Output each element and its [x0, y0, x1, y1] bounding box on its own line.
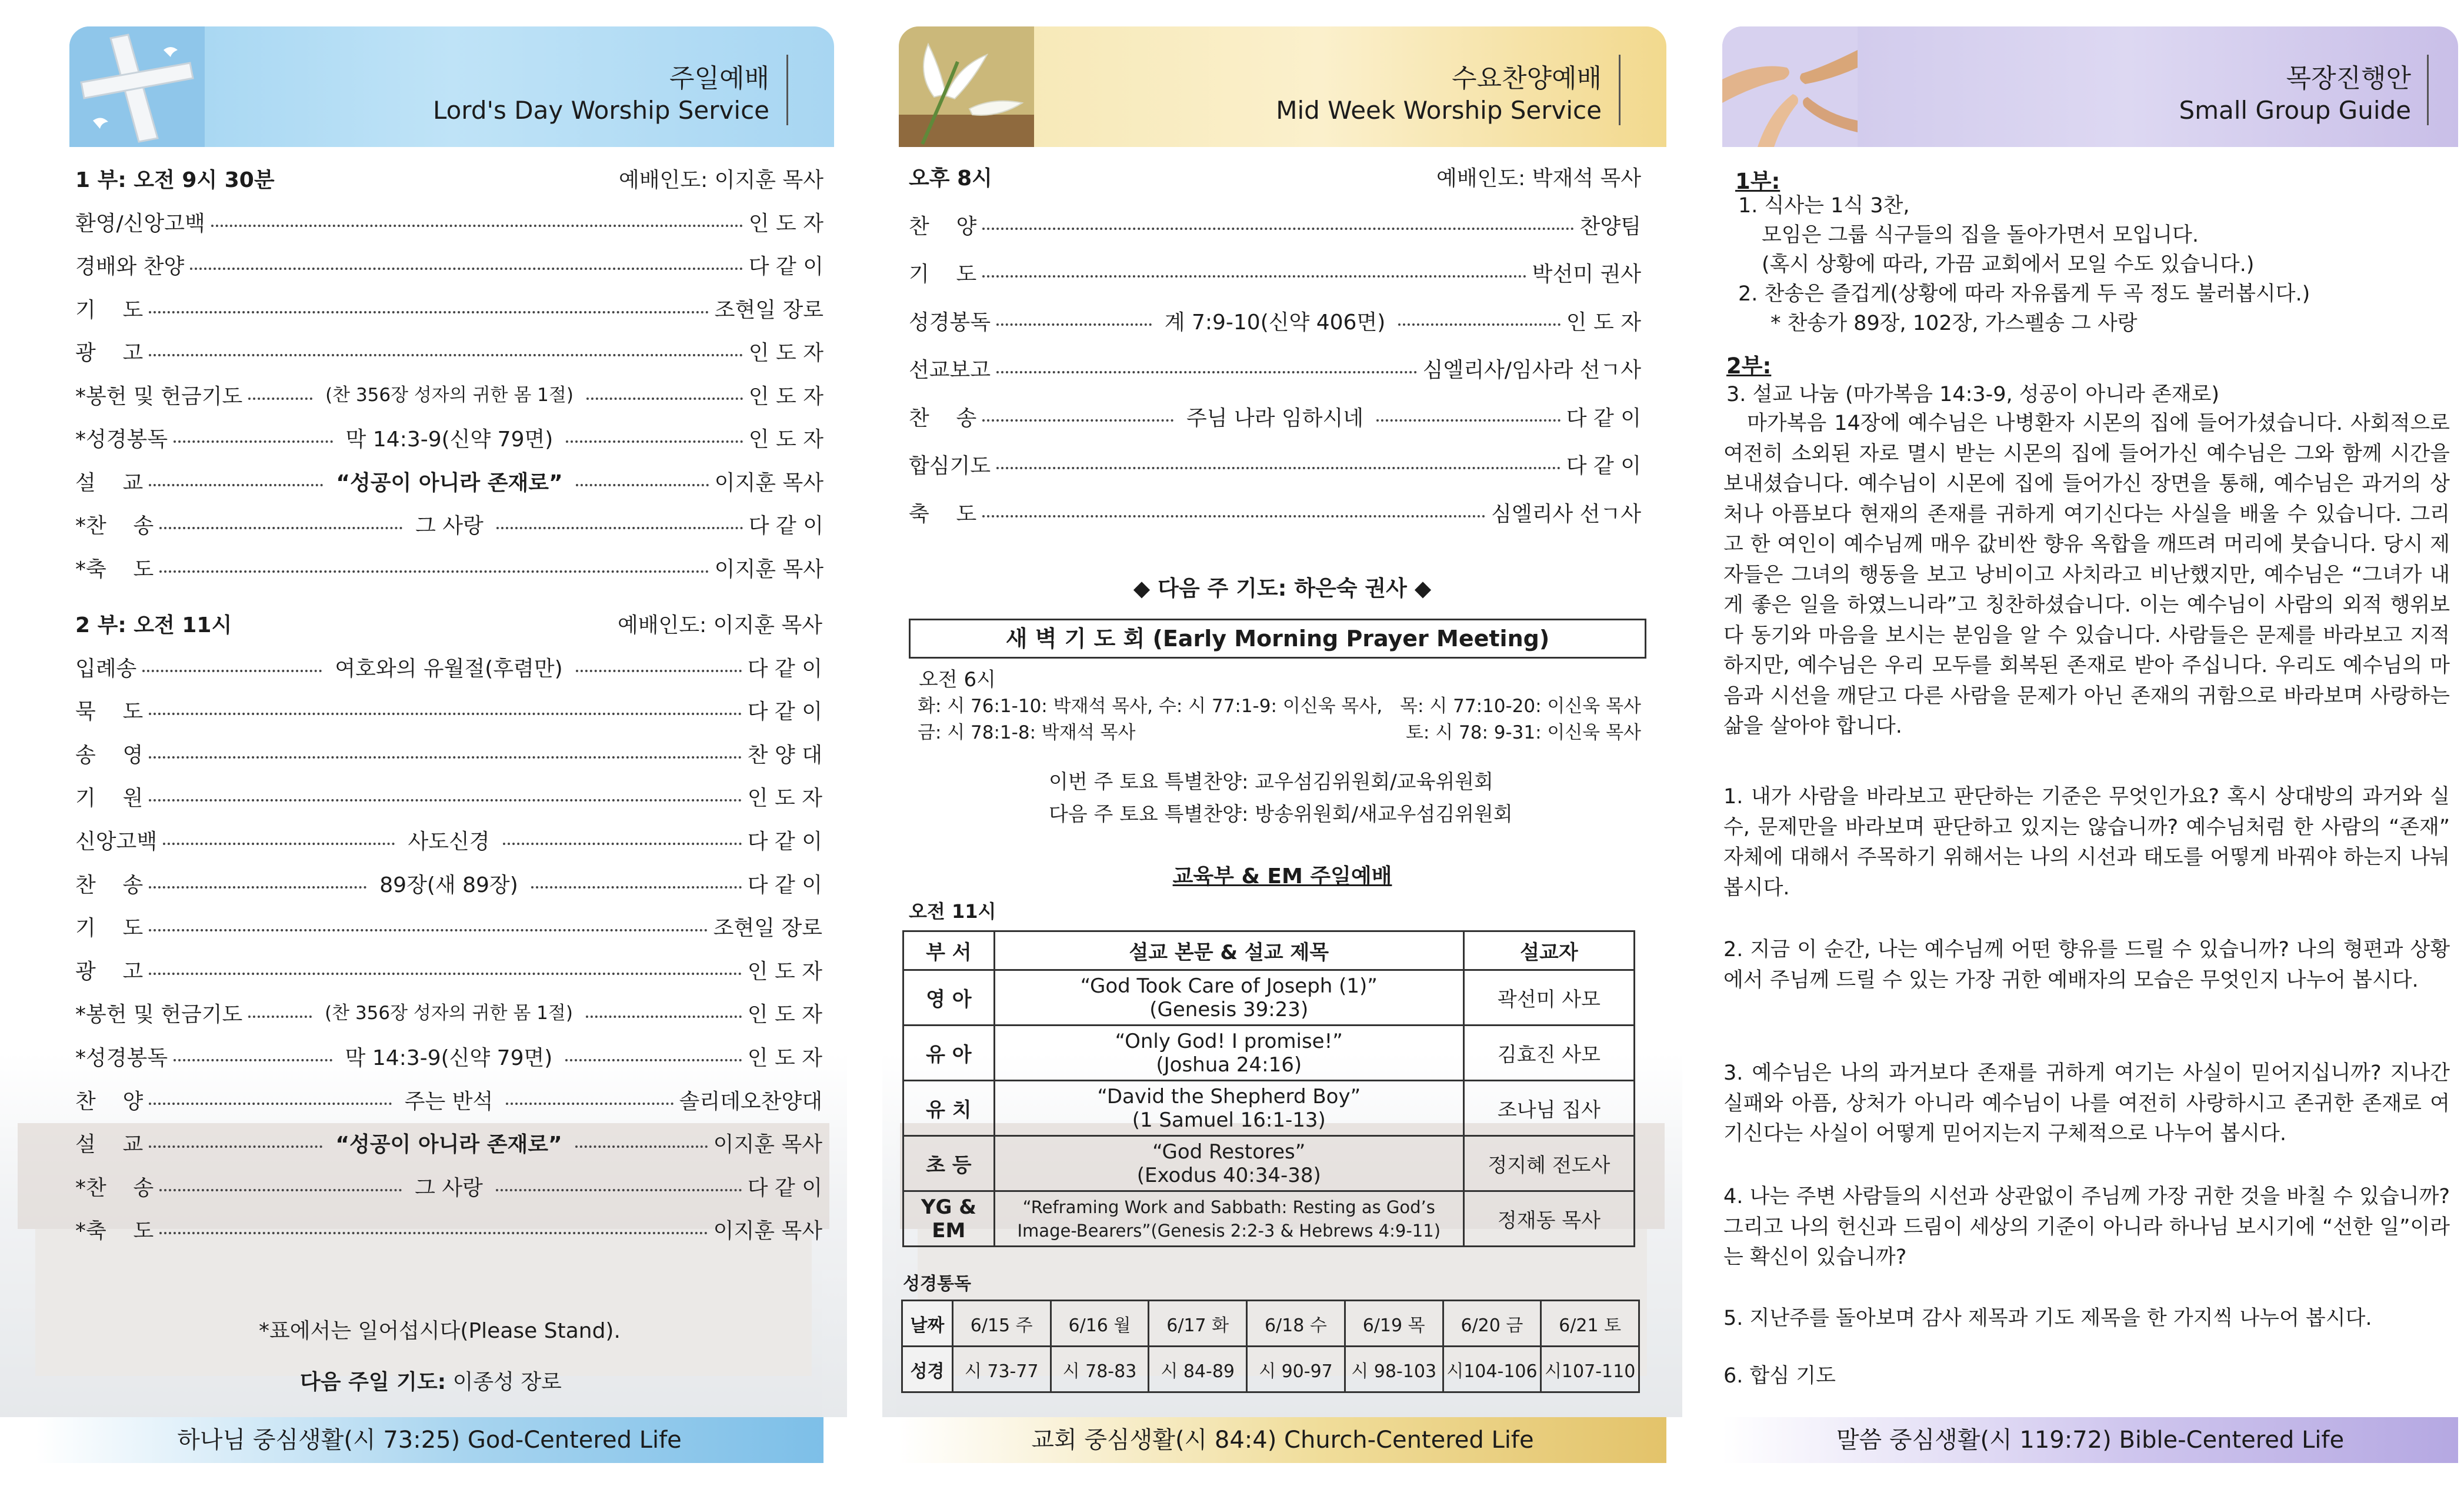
dot-leader	[496, 1189, 742, 1191]
next-sunday-prayer-label: 다음 주일 기도:	[300, 1370, 446, 1394]
smallgroup-header	[1722, 26, 2458, 147]
dot-leader	[159, 1232, 707, 1234]
part-2-label: 2부:	[1726, 353, 1772, 379]
program-person: 다 같 이	[1566, 454, 1641, 478]
question-1: 1. 내가 사람을 바라보고 판단하는 기준은 무엇인가요? 혹시 상대방의 과거와 실수, 문제만을 바라보며 판단하고 있지는 않습니까? 예수님처럼 한 사람의 “존재” 자체에 대해서 주목하기 위해서는 나의 시선과 태도를 어떻게 바꿔야 하는지 나눠 봅시다.	[1723, 785, 2450, 900]
table-header-dept: 부 서	[903, 931, 995, 970]
program-person: 인 도 자	[748, 211, 823, 236]
program-row	[0, 825, 847, 861]
dot-leader	[211, 225, 743, 227]
dot-leader	[149, 1103, 391, 1105]
program-detail: 여호와의 유월절(후렴만)	[335, 656, 563, 681]
sermon-passage: (Genesis 39:23)	[1149, 997, 1309, 1021]
program-person: 다 같 이	[747, 873, 822, 897]
dot-leader	[531, 886, 742, 889]
program-detail: 주님 나라 임하시네	[1186, 406, 1364, 430]
program-row	[0, 1214, 847, 1251]
program-item: *축 도	[75, 557, 154, 582]
reading-text: 시107-110	[1541, 1347, 1639, 1392]
program-item: *봉헌 및 헌금기도	[75, 384, 243, 409]
stand-note: *표에서는 일어섭시다(Please Stand).	[259, 1319, 621, 1343]
program-row	[0, 652, 847, 689]
dawn-prayer-line-1: 화: 시 76:1-10: 박재석 목사, 수: 시 77:1-9: 이신욱 목사,	[918, 696, 1383, 717]
program-row	[0, 739, 847, 775]
dot-leader	[586, 1016, 742, 1018]
dot-leader	[1376, 419, 1561, 422]
sermon-passage: (Joshua 24:16)	[1156, 1053, 1302, 1077]
header-divider	[1619, 55, 1621, 125]
program-row	[0, 250, 847, 286]
program-row	[0, 1128, 847, 1164]
dot-leader	[586, 398, 743, 400]
program-person: 이지훈 목사	[713, 1219, 822, 1244]
preacher-cell: 김효진 사모	[1463, 1026, 1634, 1081]
program-person: 이지훈 목사	[714, 557, 823, 582]
reading-text: 시104-106	[1443, 1347, 1541, 1392]
preacher-cell: 정재동 목사	[1463, 1191, 1634, 1247]
dot-leader	[982, 275, 1526, 278]
program-row	[0, 336, 847, 373]
dot-leader	[174, 1059, 332, 1061]
program-person: 솔리데오찬양대	[679, 1089, 822, 1114]
dawn-prayer-line-1-right: 목: 시 77:10-20: 이신욱 목사	[1400, 696, 1641, 717]
dot-leader	[996, 371, 1417, 373]
program-person: 이지훈 목사	[713, 1133, 822, 1157]
sunday-column	[0, 0, 847, 1493]
dawn-prayer-title: 새 벽 기 도 회 (Early Morning Prayer Meeting)	[909, 619, 1646, 659]
bible-reading-title: 성경통독	[903, 1274, 971, 1294]
next-sunday-prayer	[300, 1365, 562, 1395]
dot-leader	[506, 1103, 673, 1105]
reading-text: 시 78-83	[1051, 1347, 1149, 1392]
smallgroup-subtitle: Small Group Guide	[2179, 96, 2411, 125]
program-person: 이지훈 목사	[714, 470, 823, 495]
program-person: 인 도 자	[747, 1046, 822, 1070]
dot-leader	[142, 670, 322, 672]
question-5: 5. 지난주를 돌아보며 감사 제목과 기도 제목을 한 가지씩 나누어 봅시다.	[1723, 1307, 2372, 1330]
program-item: *축 도	[75, 1219, 154, 1244]
dot-leader	[149, 1145, 322, 1148]
program-item: *봉헌 및 헌금기도	[75, 1003, 243, 1027]
service-header-row	[0, 163, 847, 200]
question-3: 3. 예수님은 나의 과거보다 존재를 귀하게 여기는 사실이 믿어지십니까? 지나간 실패와 아픔, 상처가 아니라 예수님이 나를 여전히 사랑하시고 존귀한 존재로 여기신다는 사실이 어떻게 믿어지는지 구체적으로 나누어 봅시다.	[1723, 1061, 2450, 1145]
program-item: 묵 도	[75, 700, 144, 724]
dot-leader	[575, 1145, 708, 1148]
program-row	[0, 781, 847, 818]
program-person: 다 같 이	[1566, 406, 1641, 430]
program-item: 입례송	[75, 656, 137, 681]
program-detail: 막 14:3-9(신약 79면)	[345, 427, 554, 452]
title-cell	[994, 1026, 1463, 1081]
program-person: 심엘리사/임사라 선ㄱ사	[1422, 358, 1641, 382]
reading-date: 6/18 수	[1247, 1301, 1345, 1347]
program-row	[0, 695, 847, 732]
dot-leader	[149, 799, 741, 801]
program-row	[882, 210, 1682, 246]
question-6: 6. 합심 기도	[1723, 1364, 1836, 1388]
sermon-title: “Reframing Work and Sabbath: Resting as God’s	[1022, 1197, 1435, 1217]
reading-date: 6/19 목	[1345, 1301, 1443, 1347]
reading-date: 6/15 주	[952, 1301, 1051, 1347]
program-item: 설 교	[75, 470, 144, 495]
program-row	[882, 353, 1682, 390]
smallgroup-footer: 말씀 중심생활(시 119:72) Bible-Centered Life	[1722, 1417, 2458, 1463]
preacher-cell: 정지혜 전도사	[1463, 1136, 1634, 1191]
part-1-line: 2. 찬송은 즐겁게(상황에 따라 자유롭게 두 곡 정도 불러봅시다.)	[1738, 282, 2310, 306]
program-row	[0, 207, 847, 243]
dot-leader	[565, 1059, 741, 1061]
program-row	[0, 553, 847, 589]
question-4: 4. 나는 주변 사람들의 시선과 상관없이 주님께 가장 귀한 것을 바칠 수 있습니까? 그리고 나의 헌신과 드림이 세상의 기준이 아니라 하나님 보시기에 “선한 일”이라는 확신이 있습니까?	[1723, 1185, 2450, 1269]
table-row	[903, 1191, 1635, 1247]
sermon-sharing-title: 3. 설교 나눔 (마가복음 14:3-9, 성공이 아니라 존재로)	[1726, 383, 2219, 406]
program-item: *성경봉독	[75, 1046, 168, 1070]
service-leader: 예배인도: 이지훈 목사	[618, 613, 822, 637]
program-item: 신앙고백	[75, 830, 158, 854]
dot-leader	[174, 440, 333, 443]
bible-reading-table	[901, 1300, 1640, 1393]
dot-leader	[496, 527, 743, 529]
reading-date: 6/16 월	[1051, 1301, 1149, 1347]
program-item: 환영/신앙고백	[75, 211, 205, 236]
smallgroup-title: 목장진행안	[2286, 64, 2411, 93]
dot-leader	[149, 756, 741, 759]
preacher-cell: 곽선미 사모	[1463, 970, 1634, 1026]
program-item: 찬 송	[75, 873, 144, 897]
sermon-summary: 마가복음 14장에 예수님은 나병환자 시몬의 집에 들어가셨습니다. 사회적으로 여전히 소외된 자로 멸시 받는 시몬의 집에 들어가신 예수님은 그와 함께 시간을 보내셨습니다. 예수님이 시몬에 집에 들어가신 장면을 통해, 예수님은 과거의 상처나 아픔보다 현재의 존재를 귀하게 여기신다는 사실을 배울 수 있습니다. 그리고 한 여인이 예수님께 매우 값비싼 향유 옥합을 깨뜨려 머리에 붓습니다. 당시 제자들은 그녀의 행동을 보고 낭비이고 사치라고 비난했지만, 예수님은 “그녀가 내게 좋은 일을 하였느니라”고 칭찬하셨습니다. 이는 예수님이 사람의 외적 행위보다 동기와 마음을 보시는 분임을 알 수 있습니다. 사람들은 문제를 바라보고 지적하지만, 예수님은 우리 모두를 회복된 존재로 받아 주십니다. 우리도 예수님의 마음과 시선을 깨닫고 다른 사람을 문제가 아닌 존재의 귀함으로 바라보며 사랑하는 삶을 살아야 합니다.	[1723, 412, 2450, 738]
program-detail: 그 사랑	[415, 1175, 483, 1200]
program-item: 기 도	[75, 298, 144, 322]
dept-cell: 유 아	[903, 1026, 995, 1081]
program-person: 인 도 자	[748, 384, 823, 409]
header-divider	[2427, 55, 2429, 125]
table-row	[903, 1136, 1635, 1191]
edu-schedule-table	[902, 930, 1635, 1247]
program-item: 광 고	[75, 341, 144, 365]
program-person: 다 같 이	[747, 656, 822, 681]
sermon-passage: (Exodus 40:34-38)	[1136, 1163, 1321, 1187]
dot-leader	[149, 484, 323, 486]
dot-leader	[149, 929, 707, 931]
dot-leader	[149, 713, 741, 715]
program-item: *찬 송	[75, 1175, 154, 1200]
midweek-header	[899, 26, 1666, 147]
dawn-prayer-line-2-right: 토: 시 78: 9-31: 이신욱 목사	[1405, 722, 1641, 743]
reading-text: 시 73-77	[952, 1347, 1051, 1392]
reading-text: 시 98-103	[1345, 1347, 1443, 1392]
dot-leader	[190, 268, 742, 270]
program-person: 다 같 이	[748, 255, 823, 279]
program-person: 심엘리사 선ㄱ사	[1491, 502, 1641, 526]
dept-cell: YG & EM	[903, 1191, 995, 1247]
dept-cell: 영 아	[903, 970, 995, 1026]
dot-leader	[566, 440, 742, 443]
program-detail: (찬 356장 성자의 귀한 몸 1절)	[325, 1003, 573, 1024]
edu-worship-title: 교육부 & EM 주일예배	[1172, 864, 1392, 889]
midweek-column	[882, 0, 1682, 1493]
program-item: 선교보고	[909, 358, 991, 382]
dot-leader	[982, 515, 1485, 517]
sunday-footer: 하나님 중심생활(시 73:25) God-Centered Life	[35, 1417, 823, 1463]
dot-leader	[149, 311, 708, 313]
program-person: 인 도 자	[747, 1003, 822, 1027]
dot-leader	[159, 1189, 402, 1191]
title-cell	[994, 1191, 1463, 1247]
program-detail: 89장(새 89장)	[379, 873, 518, 897]
program-person: 다 같 이	[747, 1175, 822, 1200]
title-cell	[994, 1136, 1463, 1191]
table-header-preacher: 설교자	[1463, 931, 1634, 970]
dot-leader	[982, 419, 1173, 422]
program-row	[0, 293, 847, 330]
preacher-cell: 조나님 집사	[1463, 1081, 1634, 1136]
dot-leader	[576, 484, 709, 486]
sermon-title: “God Restores”	[1152, 1140, 1306, 1164]
program-item: 송 영	[75, 743, 144, 767]
program-row	[0, 998, 847, 1034]
program-row	[0, 869, 847, 905]
reading-dates-row	[902, 1301, 1639, 1347]
sermon-title: “God Took Care of Joseph (1)”	[1080, 974, 1378, 998]
dot-leader	[576, 670, 742, 672]
midweek-title: 수요찬양예배	[1451, 64, 1602, 93]
program-person: 찬 양 대	[747, 743, 822, 767]
program-item: 찬 양	[909, 214, 977, 239]
program-item: 설 교	[75, 1133, 144, 1157]
service-leader: 예배인도: 박재석 목사	[1436, 166, 1641, 191]
program-item: 광 고	[75, 959, 144, 984]
special-praise-this-week: 이번 주 토요 특별찬양: 교우섬김위원회/교육위원회	[1049, 770, 1493, 794]
hands-icon	[1722, 26, 1858, 147]
next-sunday-prayer-name: 이종성 장로	[452, 1370, 562, 1394]
dot-leader	[159, 527, 402, 529]
smallgroup-column	[1712, 0, 2464, 1493]
service-header-row	[0, 609, 847, 645]
part-1-line: (혹시 상황에 따라, 가끔 교회에서 모일 수도 있습니다.)	[1762, 253, 2255, 276]
program-row	[0, 955, 847, 991]
table-header-title: 설교 본문 & 설교 제목	[994, 931, 1463, 970]
program-row	[882, 402, 1682, 438]
dot-leader	[503, 843, 742, 845]
program-person: 다 같 이	[747, 830, 822, 854]
dept-cell: 유 치	[903, 1081, 995, 1136]
midweek-subtitle: Mid Week Worship Service	[1276, 96, 1602, 125]
sunday-subtitle: Lord's Day Worship Service	[432, 96, 769, 125]
program-person: 인 도 자	[1566, 310, 1641, 335]
question-2: 2. 지금 이 순간, 나는 예수님께 어떤 향유를 드릴 수 있습니까? 나의 형편과 상황에서 주님께 드릴 수 있는 가장 귀한 예배자의 모습은 무엇인지 나누어 봅시다.	[1723, 938, 2450, 992]
program-row	[0, 423, 847, 459]
dot-leader	[982, 228, 1573, 230]
program-person: 조현일 장로	[713, 916, 822, 941]
program-item: 기 도	[75, 916, 144, 941]
program-row	[0, 509, 847, 546]
dot-leader	[159, 570, 708, 573]
service-header-row	[882, 162, 1682, 198]
program-item: 기 원	[75, 786, 144, 811]
service-leader: 예배인도: 이지훈 목사	[619, 168, 823, 192]
dot-leader	[248, 398, 312, 400]
edu-worship-time: 오전 11시	[909, 900, 996, 923]
part-1-label: 1부:	[1735, 169, 1781, 194]
program-item: 축 도	[909, 502, 977, 526]
reading-date: 6/20 금	[1443, 1301, 1541, 1347]
program-item: 기 도	[909, 262, 977, 286]
program-row	[0, 1085, 847, 1121]
title-cell	[994, 970, 1463, 1026]
program-person: 다 같 이	[748, 514, 823, 538]
reading-dates-label: 날짜	[902, 1301, 953, 1347]
dot-leader	[149, 973, 741, 975]
reading-text: 시 84-89	[1149, 1347, 1247, 1392]
program-detail: “성공이 아니라 존재로”	[336, 470, 563, 495]
dept-cell: 초 등	[903, 1136, 995, 1191]
program-item: 합심기도	[909, 454, 991, 478]
reading-text: 시 90-97	[1247, 1347, 1345, 1392]
program-detail: 막 14:3-9(신약 79면)	[345, 1046, 553, 1070]
program-row	[882, 258, 1682, 294]
program-item: 찬 송	[909, 406, 977, 430]
sunday-header	[69, 26, 834, 147]
program-item: 경배와 찬양	[75, 255, 185, 279]
program-detail: 그 사랑	[415, 514, 484, 538]
dot-leader	[149, 886, 366, 889]
sermon-title: “David the Shepherd Boy”	[1097, 1084, 1361, 1108]
lily-icon	[899, 26, 1034, 147]
title-cell	[994, 1081, 1463, 1136]
part-1-line: 모임은 그룹 식구들의 집을 돌아가면서 모입니다.	[1762, 223, 2199, 247]
sunday-title: 주일예배	[669, 64, 769, 93]
sermon-passage: Image-Bearers”(Genesis 2:2-3 & Hebrews 4:9-11)	[1017, 1220, 1441, 1241]
program-item: *성경봉독	[75, 427, 168, 452]
program-detail: 사도신경	[408, 830, 490, 854]
program-person: 박선미 권사	[1532, 262, 1641, 286]
reading-date: 6/17 화	[1149, 1301, 1247, 1347]
table-row	[903, 970, 1635, 1026]
midweek-next-prayer: ◆ 다음 주 기도: 하은숙 권사 ◆	[1133, 576, 1432, 601]
service-time: 2 부: 오전 11시	[75, 613, 232, 637]
special-praise-next-week: 다음 주 토요 특별찬양: 방송위원회/새교우섬김위원회	[1049, 803, 1513, 826]
program-person: 인 도 자	[747, 786, 822, 811]
sermon-title: “Only God! I promise!”	[1115, 1029, 1343, 1053]
program-person: 인 도 자	[748, 427, 823, 452]
program-item: *찬 송	[75, 514, 154, 538]
dot-leader	[996, 467, 1561, 469]
sermon-passage: (1 Samuel 16:1-13)	[1132, 1108, 1326, 1132]
program-row	[0, 1041, 847, 1078]
program-person: 인 도 자	[747, 959, 822, 984]
program-row	[882, 449, 1682, 486]
program-detail: (찬 356장 성자의 귀한 몸 1절)	[325, 384, 574, 406]
program-item: 찬 양	[75, 1089, 144, 1114]
reading-texts-row	[902, 1347, 1639, 1392]
reading-texts-label: 성경	[902, 1347, 953, 1392]
dawn-prayer-time: 오전 6시	[919, 668, 996, 692]
midweek-footer: 교회 중심생활(시 84:4) Church-Centered Life	[899, 1417, 1666, 1463]
table-row	[903, 1026, 1635, 1081]
program-row	[0, 1171, 847, 1208]
dot-leader	[149, 354, 742, 356]
program-row	[0, 380, 847, 416]
program-row	[0, 466, 847, 503]
part-1-content	[1738, 191, 2310, 338]
program-person: 다 같 이	[747, 700, 822, 724]
dawn-prayer-line-2: 금: 시 78:1-8: 박재석 목사	[918, 722, 1136, 743]
program-row	[882, 306, 1682, 342]
table-header-row	[903, 931, 1635, 970]
reading-date: 6/21 토	[1541, 1301, 1639, 1347]
dot-leader	[996, 323, 1152, 326]
table-row	[903, 1081, 1635, 1136]
program-person: 인 도 자	[748, 341, 823, 365]
program-person: 조현일 장로	[714, 298, 823, 322]
part-1-line: * 찬송가 89장, 102장, 가스펠송 그 사랑	[1771, 312, 2138, 335]
dot-leader	[163, 843, 395, 845]
header-divider	[786, 55, 788, 125]
program-item: 성경봉독	[909, 310, 991, 335]
program-row	[0, 911, 847, 948]
service-time: 1 부: 오전 9시 30분	[75, 168, 275, 192]
part-1-line: 1. 식사는 1식 3찬,	[1738, 194, 1910, 218]
service-time: 오후 8시	[909, 166, 992, 191]
program-detail: 계 7:9-10(신약 406면)	[1164, 310, 1386, 335]
dot-leader	[248, 1016, 312, 1018]
dot-leader	[1398, 323, 1561, 326]
program-detail: “성공이 아니라 존재로”	[335, 1133, 562, 1157]
program-row	[882, 497, 1682, 534]
program-detail: 주는 반석	[404, 1089, 494, 1114]
cross-icon	[69, 26, 205, 147]
program-person: 찬양팀	[1579, 214, 1641, 239]
